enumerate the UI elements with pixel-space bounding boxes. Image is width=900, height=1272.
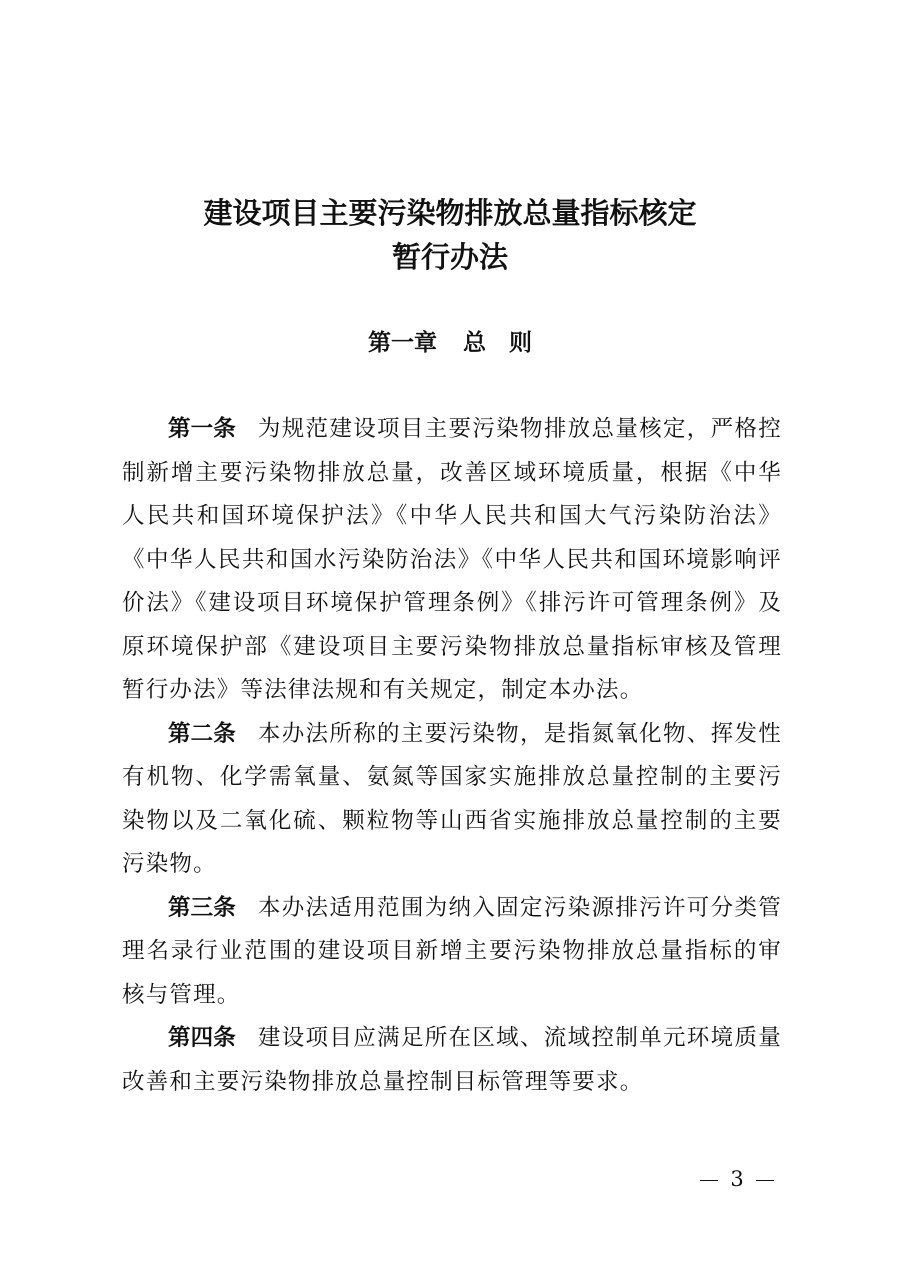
article-2	[122, 713, 782, 887]
chapter-number: 第一章	[368, 330, 437, 356]
document-body	[122, 408, 782, 1104]
article-label: 第一条	[168, 416, 236, 442]
article-text: 为规范建设项目主要污染物排放总量核定，严格控制新增主要污染物排放总量，改善区域环境质量，根据《中华人民共和国环境保护法》《中华人民共和国大气污染防治法》《中华人民共和国水污染防治法》《中华人民共和国环境影响评价法》《建设项目环境保护管理条例》《排污许可管理条例》及原环境保护部《建设项目主要污染物排放总量指标审核及管理暂行办法》等法律法规和有关规定，制定本办法。	[122, 416, 782, 703]
chapter-name: 总 则	[463, 330, 532, 356]
page-number	[682, 1164, 792, 1194]
article-3	[122, 887, 782, 1018]
page-number-dash-right	[756, 1180, 774, 1181]
article-4	[122, 1017, 782, 1104]
chapter-heading	[0, 326, 900, 360]
article-text: 建设项目应满足所在区域、流域控制单元环境质量改善和主要污染物排放总量控制目标管理等要求。	[122, 1025, 782, 1095]
article-label: 第三条	[168, 894, 236, 921]
document-title-line-2: 暂行办法	[391, 240, 508, 274]
page-number-value: 3	[730, 1167, 744, 1191]
article-label: 第四条	[168, 1025, 236, 1051]
article-label: 第二条	[168, 720, 236, 747]
article-1	[122, 408, 782, 713]
page-number-dash-left	[700, 1180, 718, 1181]
document-title-line-1: 建设项目主要污染物排放总量指标核定	[203, 196, 697, 230]
article-text: 本办法适用范围为纳入固定污染源排污许可分类管理名录行业范围的建设项目新增主要污染物排放总量指标的审核与管理。	[122, 894, 782, 1008]
article-text: 本办法所称的主要污染物，是指氮氧化物、挥发性有机物、化学需氧量、氨氮等国家实施排放总量控制的主要污染物以及二氧化硫、颗粒物等山西省实施排放总量控制的主要污染物。	[122, 720, 782, 877]
